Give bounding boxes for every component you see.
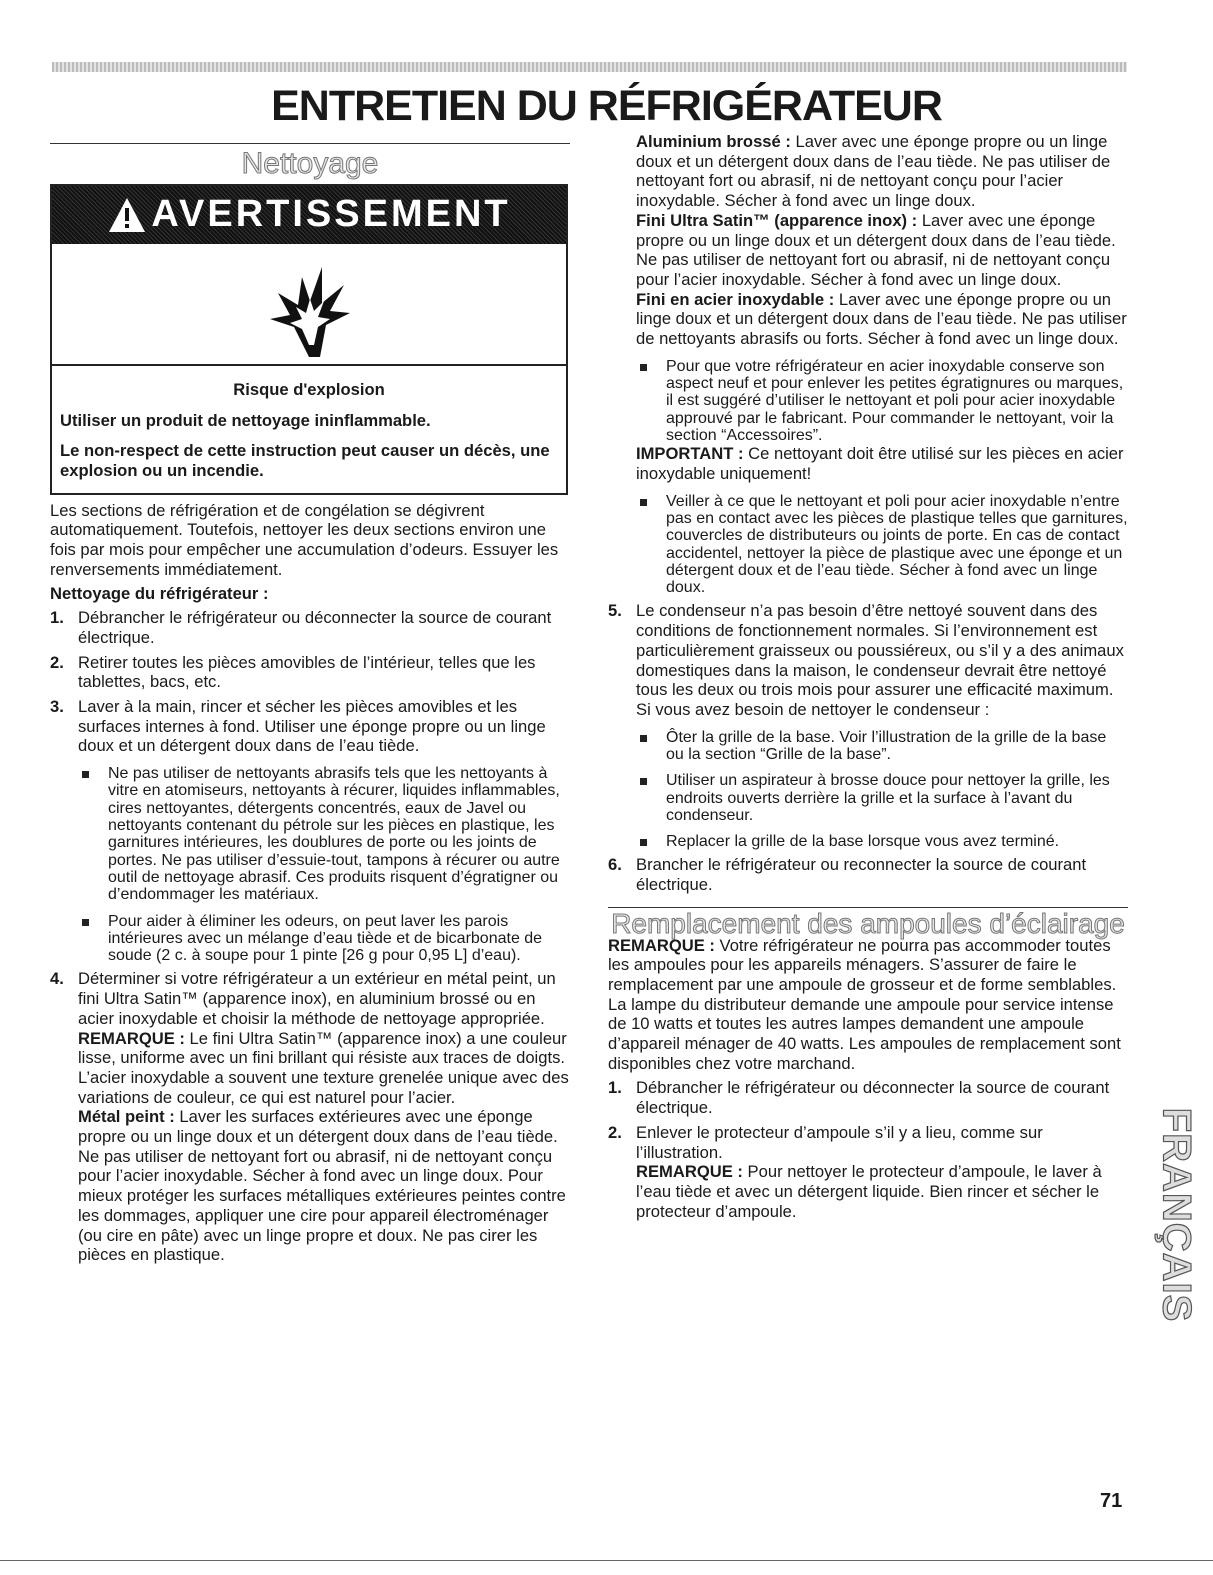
bullet-item: Veiller à ce que le nettoyant et poli pour acier inoxydable n’entre pas en contact avec les pièces de plastique telles que garnitures, couvercles de distributeurs ou joints de porte. En cas de contact accidentel, nettoyer la pièce de plastique avec une éponge et un détergent doux et de l’eau tiède. Sécher à fond avec un linge doux. xyxy=(636,493,1128,597)
metal-text: Laver les surfaces extérieures avec une éponge propre ou un linge doux et un détergent doux dans de l’eau tiède. Ne pas utiliser de nettoyant fort ou abrasif, ni de nettoyant conçu pour l’acier inoxydable. Sécher à fond avec un linge doux. Pour mieux protéger les surfaces métalliques extérieures peintes contre les dommages, appliquer une cire pour appareil électroménager (ou cire en pâte) avec un linge propre et doux. Ne pas cirer les pièces en plastique. xyxy=(78,1107,566,1265)
step-text: Retirer toutes les pièces amovibles de l’intérieur, telles que les tablettes, bacs, etc. xyxy=(78,652,536,692)
s2-remarque-label: REMARQUE : xyxy=(608,935,715,955)
inox-bullets xyxy=(636,358,1128,444)
finish-methods xyxy=(608,132,1128,596)
bullet-item: Ôter la grille de la base. Voir l’illustration de la grille de la base ou la section “Grille de la base”. xyxy=(636,729,1128,764)
warning-header-label: AVERTISSEMENT xyxy=(151,192,511,235)
inox-label: Fini en acier inoxydable : xyxy=(636,289,835,309)
step-number: 2. xyxy=(50,652,64,672)
step-text: Enlever le protecteur d’ampoule s’il y a lieu, comme sur l’illustration. xyxy=(636,1122,1043,1162)
important-text: Ce nettoyant doit être utilisé sur les pièces en acier inoxydable uniquement! xyxy=(636,444,1124,483)
inox-text: Laver avec une éponge propre ou un linge doux et un détergent doux dans de l’eau tiède. Ne pas utiliser de nettoyants abrasifs ou forts. Sécher à fond avec un linge doux. xyxy=(636,289,1127,349)
bulb-steps xyxy=(608,1078,1128,1221)
alu-text: Laver avec une éponge propre ou un linge doux et un détergent doux dans de l’eau tiède. Ne pas utiliser de nettoyant fort ou abrasif, ni de nettoyant conçu pour l’acier inoxydable. Sécher à fond avec un linge doux. xyxy=(636,132,1111,211)
step-number: 6. xyxy=(608,855,622,875)
step3-bullets xyxy=(78,765,570,964)
alu-label: Aluminium brossé : xyxy=(636,132,791,151)
list-item xyxy=(608,1078,1128,1117)
section-rule xyxy=(50,143,570,144)
step-text: Brancher le réfrigérateur ou reconnecter la source de courant électrique. xyxy=(636,855,1087,895)
warning-line-2: Le non-respect de cette instruction peut causer un décès, une explosion ou un incendie. xyxy=(60,440,550,480)
bullet-item: Pour que votre réfrigérateur en acier inoxydable conserve son aspect neuf et pour enlever les petites égratignures ou marques, il est suggéré d’utiliser le nettoyant et poli pour acier inoxydable approuvé par le fabricant. Pour commander le nettoyant, voir la section “Accessoires”. xyxy=(636,358,1128,444)
s2-remarque2-paragraph xyxy=(636,1162,1128,1221)
s2-remarque2-text: Pour nettoyer le protecteur d’ampoule, le laver à l’eau tiède et avec un détergent liquide. Bien rincer et sécher le protecteur d’ampoule. xyxy=(636,1162,1102,1221)
step-number: 4. xyxy=(50,969,64,989)
section-title-nettoyage: Nettoyage xyxy=(241,147,379,180)
satin-paragraph xyxy=(636,211,1128,290)
cleaning-steps-continued xyxy=(608,601,1128,894)
list-item xyxy=(608,1123,1128,1222)
satin-label: Fini Ultra Satin™ (apparence inox) : xyxy=(636,210,918,230)
list-item xyxy=(50,608,570,647)
list-item xyxy=(50,653,570,692)
step-text: Déterminer si votre réfrigérateur a un extérieur en métal peint, un fini Ultra Satin™ (apparence inox), en aluminium brossé ou en acier inoxydable et choisir la méthode de nettoyage appropriée. xyxy=(78,969,556,1028)
warning-header xyxy=(52,186,566,244)
remarque-paragraph xyxy=(78,1029,570,1108)
list-item xyxy=(50,969,570,1265)
bullet-item: Replacer la grille de la base lorsque vous avez terminé. xyxy=(636,833,1128,850)
page-title: ENTRETIEN DU RÉFRIGÉRATEUR xyxy=(271,82,942,130)
warning-subtitle: Risque d'explosion xyxy=(233,379,385,399)
warning-triangle-icon xyxy=(107,196,147,234)
warning-illustration xyxy=(52,244,566,366)
s2-remarque2-label: REMARQUE : xyxy=(636,1162,743,1182)
remarque-text: Le fini Ultra Satin™ (apparence inox) a une couleur lisse, uniforme avec un fini brillant qui résiste aux traces de doigts. L’acier inoxydable a souvent une texture grenelée unique avec des variations de couleur, ce qui est naturel pour l’acier. xyxy=(78,1028,569,1107)
important-label: IMPORTANT : xyxy=(636,444,744,464)
list-item xyxy=(608,855,1128,894)
step-number: 1. xyxy=(608,1078,622,1098)
side-language-tab xyxy=(1154,1090,1199,1340)
cleaning-steps xyxy=(50,608,570,1265)
important-bullets xyxy=(636,493,1128,597)
step-text: Le condenseur n’a pas besoin d’être nettoyé souvent dans des conditions de fonctionnement normales. Si l’environnement est particulièrement graisseux ou poussiéreux, ou s’il y a des animaux domestiques dans la maison, le condenseur devrait être nettoyé tous les deux ou trois mois pour assurer une efficacité maximum. xyxy=(636,601,1124,700)
list-item xyxy=(608,601,1128,850)
left-column xyxy=(50,143,570,1265)
bottom-rule xyxy=(0,1560,1213,1561)
top-decorative-bar xyxy=(52,62,1127,72)
step-text: Débrancher le réfrigérateur ou déconnecter la source de courant électrique. xyxy=(636,1078,1110,1118)
metal-label: Métal peint : xyxy=(78,1107,175,1127)
cleaning-heading: Nettoyage du réfrigérateur : xyxy=(50,583,269,603)
satin-text: Laver avec une éponge propre ou un linge doux et un détergent doux dans de l’eau tiède. Ne pas utiliser de nettoyant fort ou abrasif, ni de nettoyant conçu pour l’acier inoxydable. Sécher à fond avec un linge doux. xyxy=(636,210,1116,289)
warning-line-1: Utiliser un produit de nettoyage ininflammable. xyxy=(60,410,431,430)
remarque-label: REMARQUE : xyxy=(78,1028,185,1048)
explosion-icon xyxy=(264,249,354,359)
bullet-item: Pour aider à éliminer les odeurs, on peut laver les parois intérieures avec un mélange d’eau tiède et de bicarbonate de soude (2 c. à soupe pour 1 pinte [26 g pour 0,95 L] d’eau). xyxy=(78,913,570,965)
bullet-item: Ne pas utiliser de nettoyants abrasifs tels que les nettoyants à vitre en atomiseurs, nettoyants à récurer, liquides inflammables, cires nettoyantes, détergents concentrés, eaux de Javel ou nettoyants contenant du pétrole sur les pièces en plastique, les garnitures intérieures, les doublures de porte ou les joints de portes. Ne pas utiliser d’essuie-tout, tampons à récurer ou autre outil de nettoyage abrasif. Ces produits risquent d’égratigner ou d’endommager les matériaux. xyxy=(78,765,570,903)
warning-text xyxy=(52,366,566,493)
right-column xyxy=(608,132,1128,1221)
condenser-bullets xyxy=(636,729,1128,851)
condenser-intro: Si vous avez besoin de nettoyer le condenseur : xyxy=(636,699,990,719)
alu-paragraph xyxy=(636,132,1128,211)
warning-box xyxy=(50,184,568,495)
step-number: 5. xyxy=(608,601,622,621)
metal-paragraph xyxy=(78,1107,570,1265)
side-tab-label: FRANÇAIS xyxy=(1154,1107,1199,1323)
s2-remarque-text: Votre réfrigérateur ne pourra pas accommoder toutes les ampoules pour les appareils ménagers. S’assurer de faire le remplacement par une ampoule de grosseur et de forme semblables. La lampe du distributeur demande une ampoule pour service intense de 10 watts et toutes les autres lampes demandent une ampoule d’appareil ménager de 40 watts. Les ampoules de remplacement sont disponibles chez votre marchand. xyxy=(608,935,1121,1073)
bullet-item: Utiliser un aspirateur à brosse douce pour nettoyer la grille, les endroits ouverts derrière la grille et la surface à l’avant du condenseur. xyxy=(636,772,1128,824)
inox-paragraph xyxy=(636,290,1128,349)
s2-remarque-paragraph xyxy=(608,936,1128,1074)
important-paragraph xyxy=(636,444,1128,483)
step-text: Laver à la main, rincer et sécher les pièces amovibles et les surfaces internes à fond. Utiliser une éponge propre ou un linge doux et un détergent doux dans de l’eau tiède. xyxy=(78,697,546,756)
step-number: 3. xyxy=(50,697,64,717)
step-number: 1. xyxy=(50,608,64,628)
step-number: 2. xyxy=(608,1122,622,1142)
step-text: Débrancher le réfrigérateur ou déconnecter la source de courant électrique. xyxy=(78,608,552,647)
page-number: 71 xyxy=(1100,1490,1123,1512)
intro-paragraph: Les sections de réfrigération et de congélation se dégivrent automatiquement. Toutefois, nettoyer les deux sections environ une fois par mois pour empêcher une accumulation d’odeurs. Essuyer les renversements immédiatement. xyxy=(50,500,559,579)
list-item xyxy=(50,697,570,964)
section-title-ampoules: Remplacement des ampoules d’éclairage xyxy=(611,907,1125,939)
